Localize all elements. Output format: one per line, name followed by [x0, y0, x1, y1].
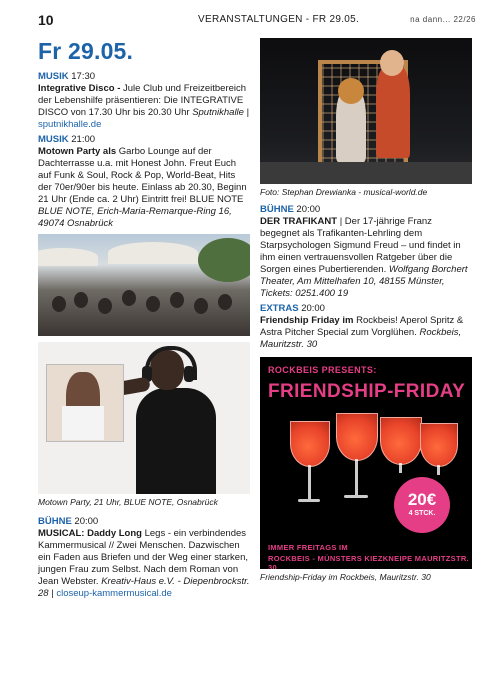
umbrella-shape — [38, 248, 98, 266]
event-time: 20:00 — [301, 303, 325, 314]
crowd-head — [218, 294, 232, 310]
issue-label: na dann... 22/26 — [410, 15, 476, 24]
crowd-head — [122, 290, 136, 306]
event-title: Integrative Disco - — [38, 83, 121, 94]
crowd-head — [98, 298, 112, 314]
price-badge — [394, 477, 450, 533]
category-label: EXTRAS — [260, 303, 299, 314]
section-heading: VERANSTALTUNGEN - FR 29.05. — [198, 14, 360, 25]
earcup-shape — [184, 366, 194, 382]
theater-photo — [260, 38, 472, 184]
crowd-head — [52, 296, 66, 312]
event-time: 20:00 — [296, 204, 321, 215]
event-title: MUSICAL: Daddy Long — [38, 528, 142, 539]
poster-caption: Friendship-Friday im Rockbeis, Mauritzstr. 30 — [260, 572, 431, 582]
event-category — [38, 134, 250, 146]
page-number: 10 — [38, 12, 54, 28]
man-body — [136, 388, 216, 494]
event-venue: BLUE NOTE, Erich-Maria-Remarque-Ring 16, 49074 Osnabrück — [38, 206, 232, 229]
event-friendship-friday — [260, 315, 472, 351]
event-time: 17:30 — [71, 71, 96, 82]
friendship-friday-poster — [260, 357, 472, 569]
glass-base — [344, 495, 368, 498]
event-category — [38, 516, 250, 528]
crowd-head — [74, 292, 88, 308]
spritz-glass-icon — [290, 421, 330, 467]
event-integrative-disco — [38, 83, 250, 131]
crowd-head — [170, 292, 184, 308]
glass-stem — [308, 465, 311, 499]
event-category — [38, 71, 250, 83]
category-label: BÜHNE — [260, 204, 294, 215]
event-text: Rockbeis! Aperol Spritz & Astra Pitcher Special zum Vorglühen. — [260, 315, 464, 338]
event-time: 20:00 — [74, 516, 99, 527]
photo-caption: Foto: Stephan Drewianka - musical-world.de — [260, 187, 428, 197]
event-title: Motown Party als — [38, 146, 117, 157]
event-daddy-long-legs — [38, 528, 250, 600]
event-title: Friendship Friday im — [260, 315, 354, 326]
separator: | — [48, 588, 57, 599]
man-head — [380, 50, 404, 76]
event-text: Jule Club und Freizeitbereich der Lebenshilfe präsentieren: Die INTEGRATIVE DISCO von 17.30 Uhr bis 20.30 Uhr — [38, 83, 247, 118]
category-label: BÜHNE — [38, 516, 72, 527]
badge-subtext: 4 STCK. — [408, 510, 436, 517]
photo-caption: Motown Party, 21 Uhr, BLUE NOTE, Osnabrück — [38, 497, 218, 507]
badge-price: 20€ — [407, 490, 437, 509]
umbrella-shape — [108, 242, 198, 264]
tree-shape — [198, 238, 250, 282]
record-cover-shirt — [62, 406, 104, 440]
event-der-trafikant — [260, 216, 472, 300]
glass-stem — [437, 465, 440, 475]
event-title: DER TRAFIKANT — [260, 216, 338, 227]
right-column — [260, 38, 472, 583]
event-venue: Rockbeis, Mauritzstr. 30 — [260, 327, 462, 350]
event-category — [260, 204, 472, 216]
event-text: Legs - ein verbindendes Kammermusical // Zwei Menschen. Dazwischen ein Faden aus Briefen und der Weg einer starken, jungen Frau zum Selbst. Nach dem Roman von Jean Webster. — [38, 528, 249, 587]
man-figure — [376, 66, 410, 158]
closeup-link[interactable]: closeup-kammermusical.de — [56, 588, 172, 599]
event-text: Garbo Lounge auf der Dachterrasse u.a. mit Honest John. Freut Euch auf Funk & Soul, Rock & Pop, World-Beat, Hits der 70er/90er bis heute. Einlass ab 20.30, Beginn 21 Uhr (Ende ca. 2 Uhr) Eintritt frei! BLUE NOTE — [38, 146, 247, 205]
left-column — [38, 38, 250, 600]
stage-floor — [260, 162, 472, 184]
page-header — [38, 12, 476, 28]
event-time: 21:00 — [71, 134, 96, 145]
category-label: MUSIK — [38, 134, 69, 145]
glass-base — [298, 499, 320, 502]
girl-hair — [338, 78, 364, 104]
category-label: MUSIK — [38, 71, 69, 82]
spritz-glass-icon — [380, 417, 422, 465]
spritz-glass-icon — [336, 413, 378, 461]
glass-stem — [355, 459, 358, 495]
separator: | — [243, 107, 250, 118]
date-title: Fr 29.05. — [38, 38, 134, 64]
spritz-glass-icon — [420, 423, 458, 467]
poster-kicker: ROCKBEIS PRESENTS: — [268, 365, 377, 375]
crowd-head — [146, 296, 160, 312]
poster-title: FRIENDSHIP-FRIDAY — [268, 381, 466, 402]
event-category — [260, 303, 472, 315]
motown-portrait-photo — [38, 342, 250, 494]
event-venue: Kreativ-Haus e.V. - Diepenbrockstr. 28 — [38, 576, 250, 599]
poster-footer-line2: ROCKBEIS - MÜNSTERS KIEZKNEIPE MAURITZSTR. 30 — [268, 554, 469, 569]
crowd-head — [194, 298, 208, 314]
event-venue: Sputnikhalle — [192, 107, 244, 118]
glass-stem — [399, 463, 402, 473]
party-photo — [38, 234, 250, 336]
event-motown-party — [38, 146, 250, 230]
poster-footer-line1: IMMER FREITAGS IM — [268, 543, 348, 552]
sputnikhalle-link[interactable]: sputnikhalle.de — [38, 119, 102, 130]
event-venue: Wolfgang Borchert Theater, Am Mittelhafen 10, 48155 Münster, Tickets: 0251.400 19 — [260, 264, 468, 299]
event-text: | Der 17-jährige Franz begegnet als Trafikanten-Lehrling dem Starpsychologen Sigmund Freud – und findet in ihm einen vertrauensvollen Ratgeber über die Sorgen eines Pubertierenden. — [260, 216, 461, 275]
